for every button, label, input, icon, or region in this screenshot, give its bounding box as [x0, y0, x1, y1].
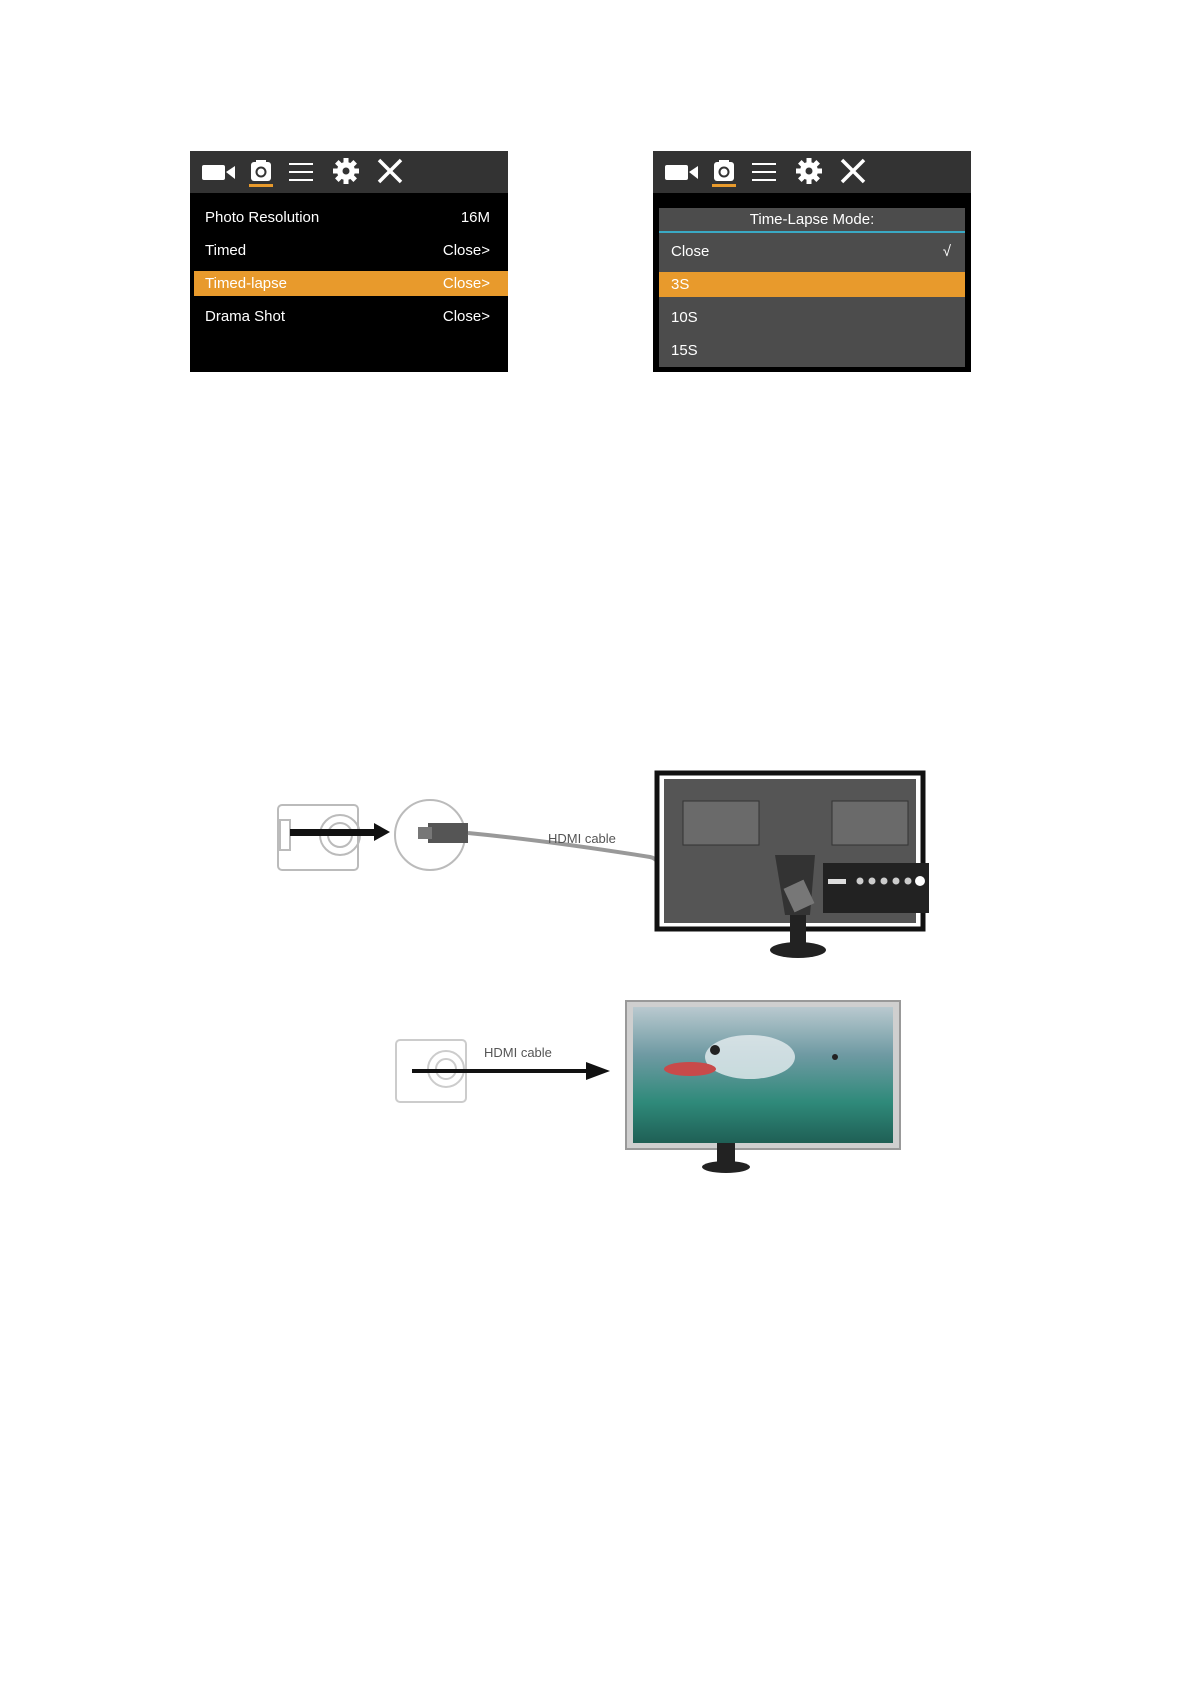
time-lapse-submenu	[659, 208, 965, 367]
gear-icon[interactable]	[332, 151, 360, 193]
active-tab-indicator	[712, 184, 736, 187]
menu-item-label: Timed	[205, 242, 247, 259]
submenu-title: Time-Lapse Mode:	[659, 208, 965, 233]
checkmark-icon: √	[942, 243, 951, 260]
close-x-icon[interactable]	[376, 151, 404, 193]
menu-item-timed-lapse[interactable]	[194, 271, 508, 296]
menu-item-value: Close>	[442, 275, 490, 292]
video-camera-icon[interactable]	[664, 151, 700, 193]
menu-item-photo-resolution[interactable]	[194, 205, 508, 230]
menu-item-drama-shot[interactable]	[194, 304, 508, 329]
hdmi-connection-diagram-front	[390, 995, 910, 1185]
menu-item-label: Photo Resolution	[205, 209, 320, 226]
video-camera-icon[interactable]	[201, 151, 237, 193]
menu-list-icon[interactable]	[750, 151, 778, 193]
menu-item-label: Timed-lapse	[205, 275, 287, 292]
camera-menu-screen-right	[653, 151, 971, 372]
toolbar	[190, 151, 508, 193]
menu-item-value: 16M	[460, 209, 490, 226]
action-camera-icon	[278, 805, 360, 870]
menu-item-timed[interactable]	[194, 238, 508, 263]
menu-item-value: Close>	[442, 308, 490, 325]
hdmi-connection-diagram-back	[270, 765, 940, 965]
option-15s[interactable]	[659, 338, 965, 363]
hdmi-cable-label: HDMI cable	[484, 1045, 552, 1060]
option-10s[interactable]	[659, 305, 965, 330]
menu-list-icon[interactable]	[287, 151, 315, 193]
active-tab-indicator	[249, 184, 273, 187]
camera-menu-screen-left	[190, 151, 508, 372]
option-3s[interactable]	[659, 272, 965, 297]
menu-item-value: Close>	[442, 242, 490, 259]
option-label: 10S	[671, 309, 698, 326]
menu-item-label: Drama Shot	[205, 308, 286, 325]
option-label: 15S	[671, 342, 698, 359]
close-x-icon[interactable]	[839, 151, 867, 193]
option-label: Close	[671, 243, 710, 260]
toolbar	[653, 151, 971, 193]
option-label: 3S	[671, 276, 690, 293]
hdmi-cable-label: HDMI cable	[548, 831, 616, 846]
gear-icon[interactable]	[795, 151, 823, 193]
option-close[interactable]	[659, 239, 965, 264]
